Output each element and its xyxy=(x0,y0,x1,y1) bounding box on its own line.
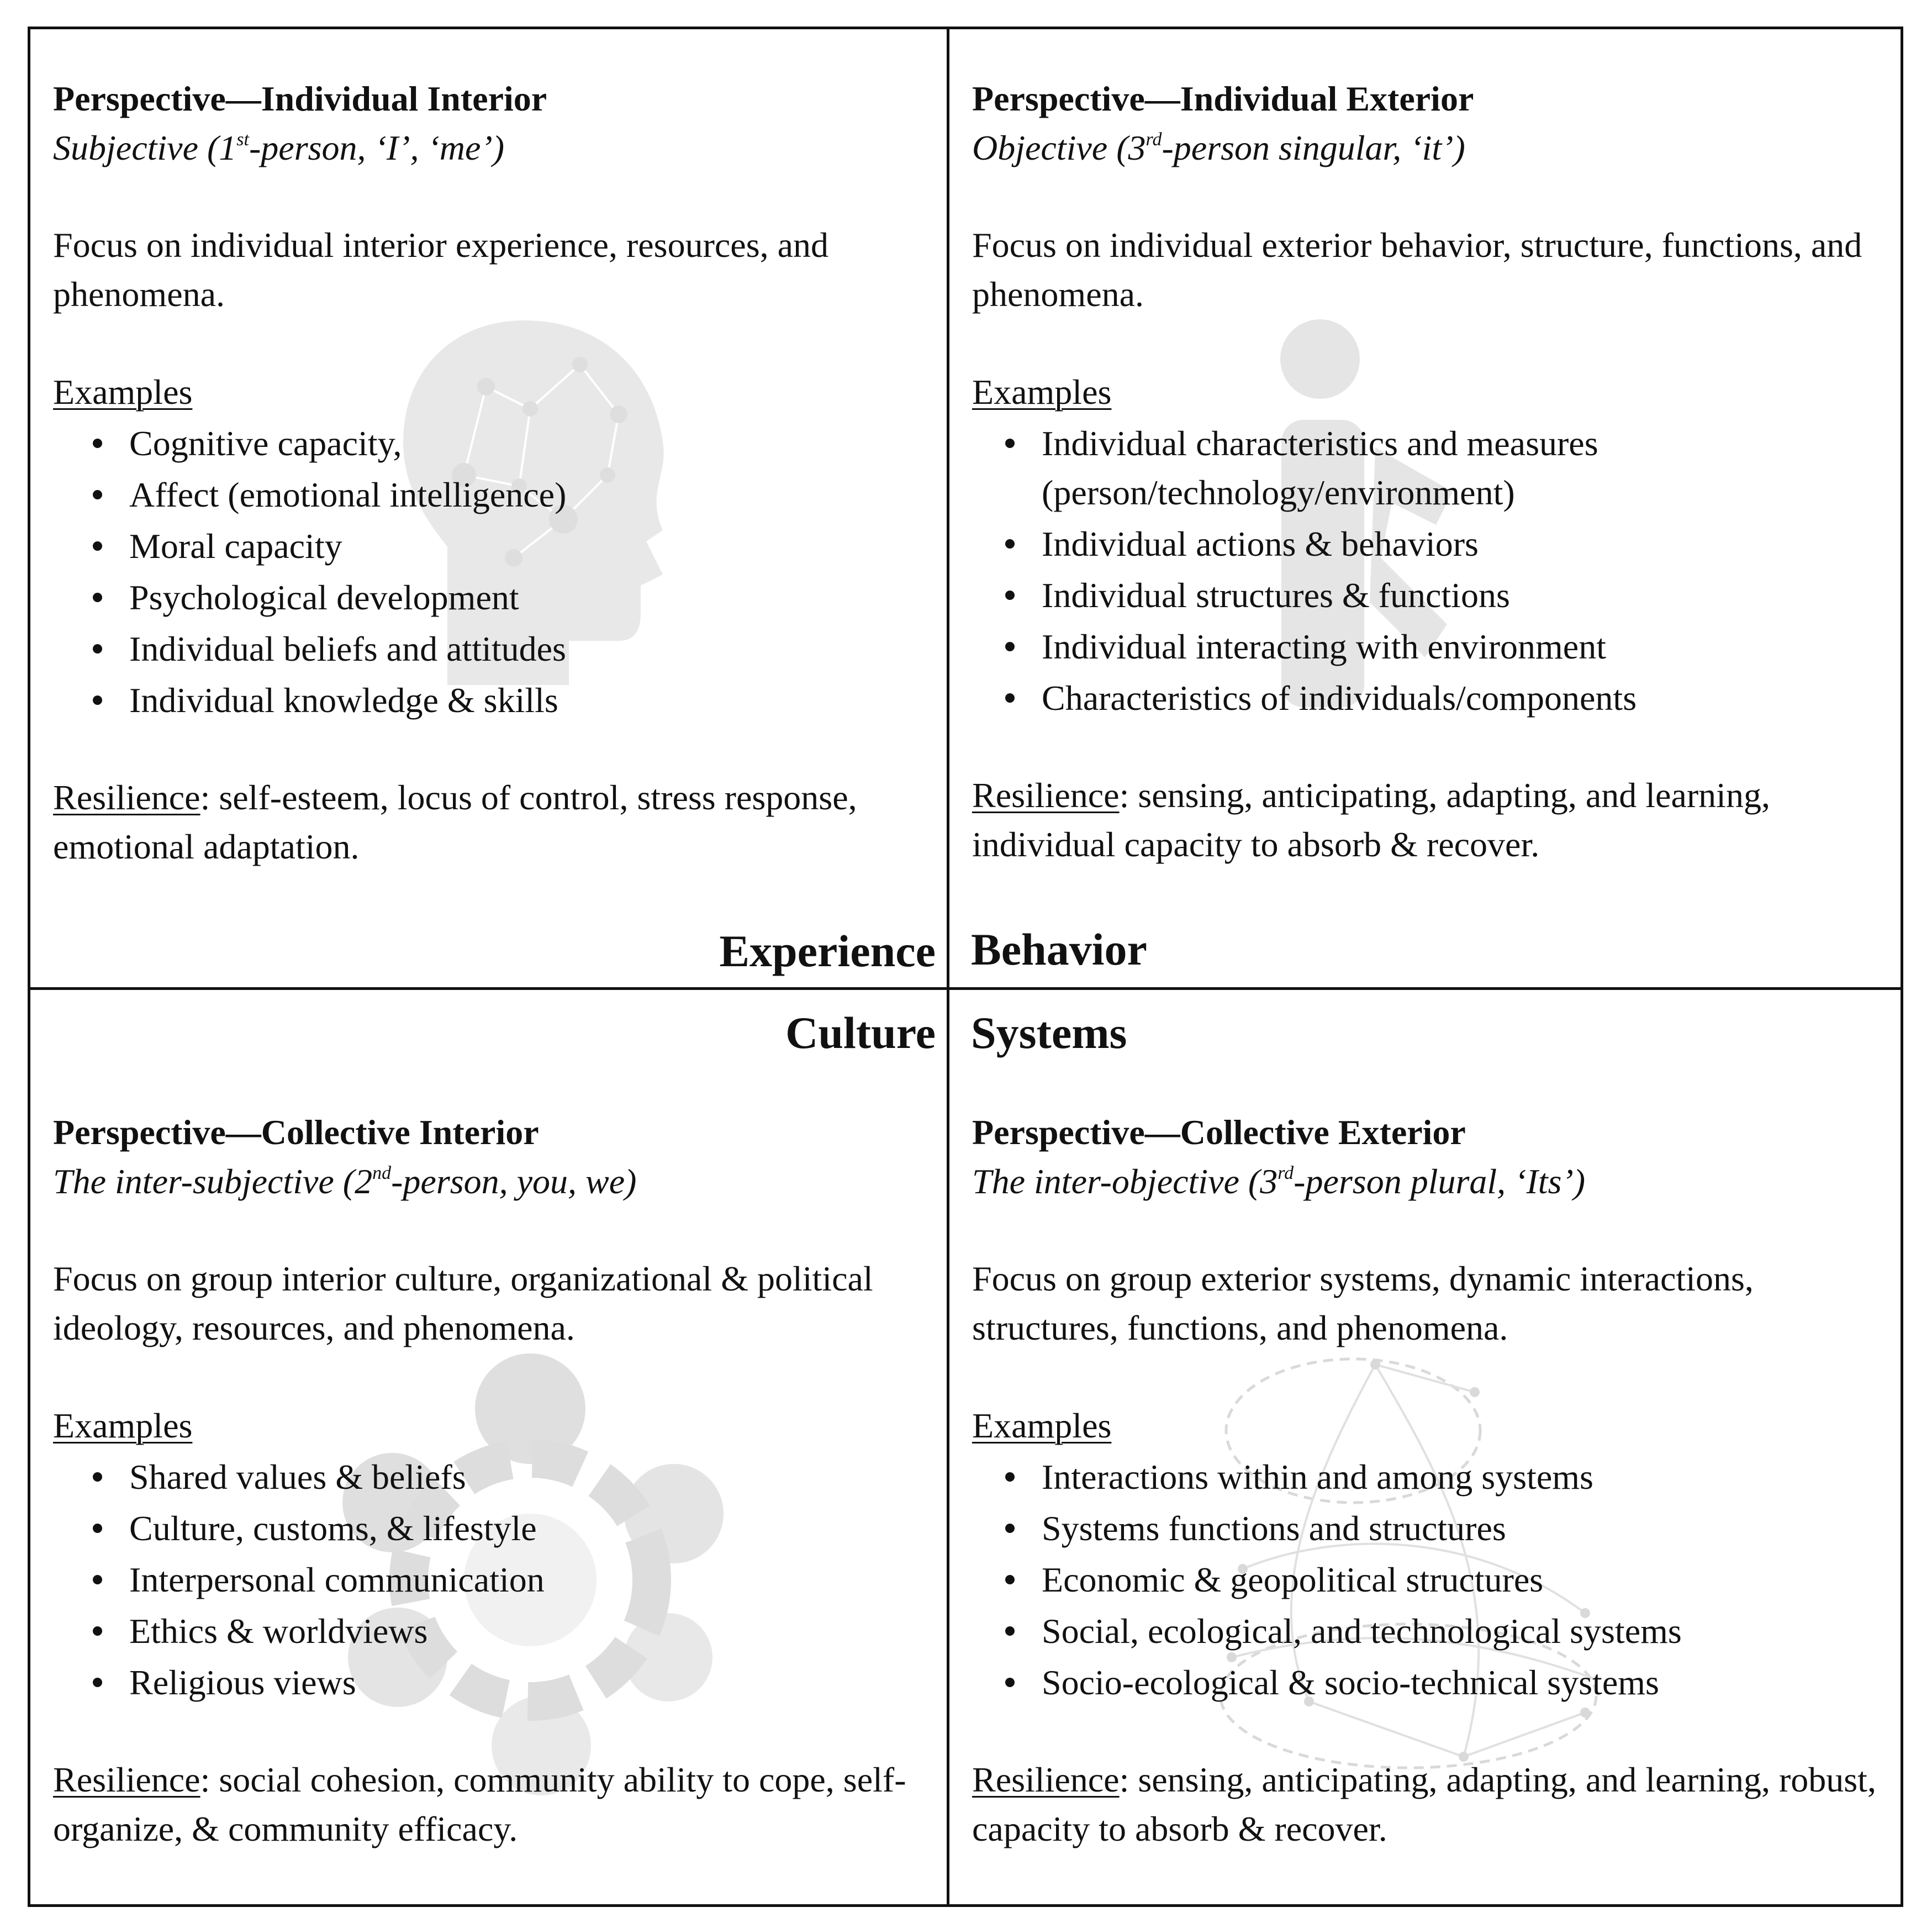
perspective-title: Perspective—Collective Exterior xyxy=(972,1113,1466,1152)
perspective-title: Perspective—Individual Interior xyxy=(53,79,547,118)
focus-text: Focus on group interior culture, organizational & political ideology, resources, and phenomena. xyxy=(53,1259,873,1347)
resilience-text: Resilience: self-esteem, locus of control, stress response, emotional adaptation. xyxy=(53,778,857,866)
quadrant-individual-exterior xyxy=(972,74,1878,869)
examples-heading: Examples xyxy=(53,372,193,412)
list-item: Individual knowledge & skills xyxy=(93,676,937,725)
perspective-subtitle: Objective (3rd-person singular, ‘it’) xyxy=(972,128,1465,167)
list-item: Interpersonal communication xyxy=(93,1555,937,1604)
list-item: Psychological development xyxy=(93,573,937,622)
list-item: Moral capacity xyxy=(93,521,937,571)
focus-text: Focus on group exterior systems, dynamic interactions, structures, functions, and phenomena. xyxy=(972,1259,1754,1347)
perspective-title: Perspective—Individual Exterior xyxy=(972,79,1474,118)
examples-list xyxy=(972,419,1878,723)
list-item: Individual actions & behaviors xyxy=(1005,519,1878,568)
horizontal-divider xyxy=(28,987,1903,990)
examples-heading: Examples xyxy=(53,1406,193,1445)
perspective-subtitle: The inter-subjective (2nd-person, you, we) xyxy=(53,1162,637,1201)
examples-list xyxy=(53,1452,937,1707)
focus-text: Focus on individual exterior behavior, structure, functions, and phenomena. xyxy=(972,225,1862,314)
list-item: Ethics & worldviews xyxy=(93,1606,937,1656)
perspective-title: Perspective—Collective Interior xyxy=(53,1113,539,1152)
quadrant-label-culture: Culture xyxy=(785,1008,936,1058)
list-item: Individual characteristics and measures (person/technology/environment) xyxy=(1005,419,1878,517)
list-item: Affect (emotional intelligence) xyxy=(93,470,937,519)
resilience-text: Resilience: social cohesion, community ability to cope, self-organize, & community efficacy. xyxy=(53,1760,906,1848)
perspective-subtitle: The inter-objective (3rd-person plural, ‘Its’) xyxy=(972,1162,1586,1201)
quadrant-collective-interior xyxy=(53,1108,937,1853)
list-item: Shared values & beliefs xyxy=(93,1452,937,1501)
resilience-text: Resilience: sensing, anticipating, adapting, and learning, individual capacity to absorb & recover. xyxy=(972,776,1770,864)
list-item: Systems functions and structures xyxy=(1005,1504,1878,1553)
vertical-divider xyxy=(947,27,949,1907)
list-item: Interactions within and among systems xyxy=(1005,1452,1878,1501)
examples-heading: Examples xyxy=(972,372,1112,412)
focus-text: Focus on individual interior experience, resources, and phenomena. xyxy=(53,225,828,314)
examples-list xyxy=(972,1452,1878,1707)
quadrant-label-experience: Experience xyxy=(719,926,936,976)
list-item: Religious views xyxy=(93,1658,937,1707)
perspective-subtitle: Subjective (1st-person, ‘I’, ‘me’) xyxy=(53,128,504,167)
list-item: Individual structures & functions xyxy=(1005,571,1878,620)
list-item: Social, ecological, and technological systems xyxy=(1005,1606,1878,1656)
quadrant-label-systems: Systems xyxy=(971,1008,1127,1058)
list-item: Cognitive capacity, xyxy=(93,419,937,468)
list-item: Characteristics of individuals/components xyxy=(1005,673,1878,723)
examples-list xyxy=(53,419,937,725)
resilience-text: Resilience: sensing, anticipating, adapting, and learning, robust, capacity to absorb & recover. xyxy=(972,1760,1876,1848)
quadrant-individual-interior xyxy=(53,74,937,871)
examples-heading: Examples xyxy=(972,1406,1112,1445)
list-item: Socio-ecological & socio-technical systems xyxy=(1005,1658,1878,1707)
list-item: Individual beliefs and attitudes xyxy=(93,624,937,673)
list-item: Culture, customs, & lifestyle xyxy=(93,1504,937,1553)
list-item: Individual interacting with environment xyxy=(1005,622,1878,671)
quadrant-label-behavior: Behavior xyxy=(971,924,1147,974)
list-item: Economic & geopolitical structures xyxy=(1005,1555,1878,1604)
quadrant-collective-exterior xyxy=(972,1108,1878,1853)
